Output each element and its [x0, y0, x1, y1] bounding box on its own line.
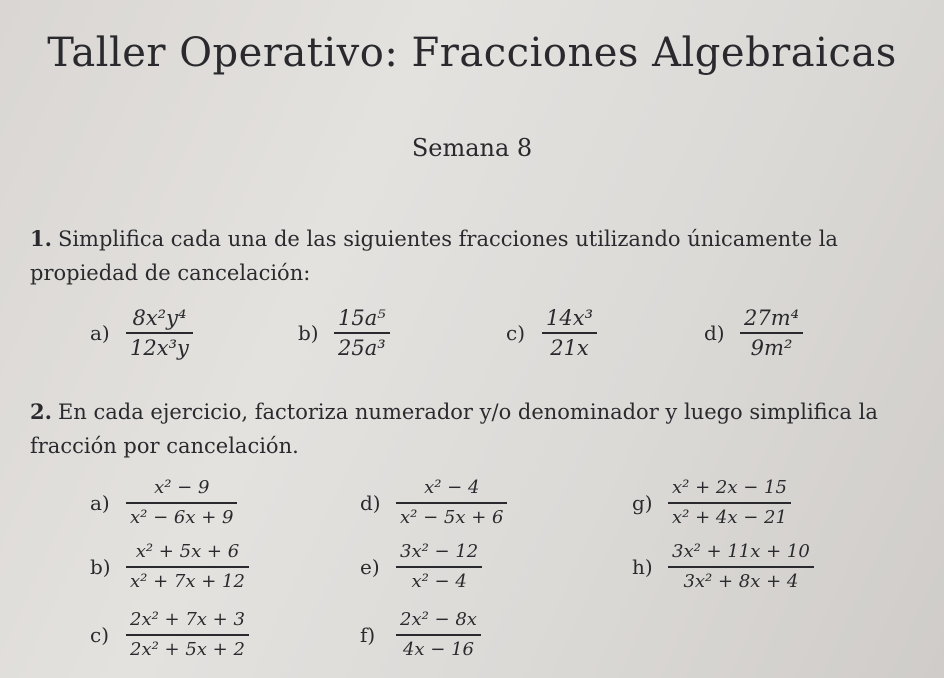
ex1-item-a	[90, 306, 193, 360]
fraction-bar	[396, 634, 481, 636]
fraction	[542, 306, 597, 360]
fraction	[126, 540, 249, 594]
ex2-item-h	[632, 540, 814, 594]
ex2-item-label: a)	[90, 491, 110, 515]
fraction-bar	[334, 332, 390, 334]
exercise-1-number: 1.	[30, 226, 52, 251]
ex1-item-label: b)	[298, 321, 319, 345]
ex1-item-c	[506, 306, 597, 360]
fraction-bar	[396, 566, 482, 568]
denominator: 12x³y	[130, 336, 189, 360]
fraction-bar	[126, 566, 249, 568]
fraction	[396, 540, 482, 594]
ex2-item-e	[360, 540, 482, 594]
denominator: 3x² + 8x + 4	[683, 571, 799, 592]
numerator: 2x² − 8x	[400, 609, 477, 630]
numerator: 3x² + 11x + 10	[672, 541, 810, 562]
numerator: 27m⁴	[744, 306, 800, 330]
exercise-2-number: 2.	[30, 399, 52, 424]
fraction-bar	[542, 332, 597, 334]
ex2-item-label: g)	[632, 491, 653, 515]
fraction-bar	[740, 332, 803, 334]
ex2-item-d	[360, 476, 507, 530]
denominator: 4x − 16	[402, 639, 474, 660]
denominator: x² − 4	[411, 571, 467, 592]
denominator: x² − 6x + 9	[130, 507, 234, 528]
ex2-item-a	[90, 476, 237, 530]
exercise-2-text: En cada ejercicio, factoriza numerador y/o denominador y luego simplifica la fracción por cancelación.	[30, 400, 878, 458]
denominator: 2x² + 5x + 2	[130, 639, 245, 660]
fraction	[668, 540, 814, 594]
ex1-item-label: a)	[90, 321, 110, 345]
fraction	[396, 608, 481, 662]
ex1-item-label: d)	[704, 321, 725, 345]
ex2-item-f	[360, 608, 481, 662]
ex2-item-label: c)	[90, 623, 110, 647]
page-title: Taller Operativo: Fracciones Algebraicas	[47, 30, 897, 76]
exercise-2-instruction	[30, 395, 910, 463]
denominator: x² + 4x − 21	[672, 507, 787, 528]
ex2-item-label: e)	[360, 555, 380, 579]
ex1-item-label: c)	[506, 321, 526, 345]
numerator: 15a⁵	[338, 306, 386, 330]
numerator: 8x²y⁴	[132, 306, 187, 330]
denominator: x² + 7x + 12	[130, 571, 245, 592]
fraction	[126, 476, 237, 530]
ex2-item-label: d)	[360, 491, 381, 515]
numerator: 2x² + 7x + 3	[130, 609, 245, 630]
fraction	[126, 306, 193, 360]
fraction	[126, 608, 249, 662]
fraction	[668, 476, 791, 530]
fraction	[334, 306, 390, 360]
fraction-bar	[668, 566, 814, 568]
numerator: x² − 9	[154, 477, 210, 498]
fraction	[396, 476, 507, 530]
denominator: 9m²	[750, 336, 793, 360]
fraction-bar	[126, 502, 237, 504]
exercise-1-text: Simplifica cada una de las siguientes fracciones utilizando únicamente la propiedad de cancelación:	[30, 227, 838, 285]
ex2-item-b	[90, 540, 249, 594]
ex2-item-label: b)	[90, 555, 111, 579]
denominator: x² − 5x + 6	[400, 507, 504, 528]
numerator: 3x² − 12	[400, 541, 479, 562]
numerator: x² + 2x − 15	[672, 477, 787, 498]
fraction-bar	[126, 634, 249, 636]
ex1-item-b	[298, 306, 390, 360]
ex2-item-label: f)	[360, 623, 376, 647]
exercise-1-instruction	[30, 222, 910, 290]
fraction-bar	[396, 502, 507, 504]
ex2-item-c	[90, 608, 249, 662]
denominator: 21x	[550, 336, 589, 360]
numerator: x² + 5x + 6	[135, 541, 240, 562]
ex1-item-d	[704, 306, 803, 360]
fraction	[740, 306, 803, 360]
fraction-bar	[668, 502, 791, 504]
page-subtitle: Semana 8	[411, 134, 533, 162]
numerator: x² − 4	[424, 477, 480, 498]
numerator: 14x³	[546, 306, 593, 330]
ex2-item-g	[632, 476, 791, 530]
denominator: 25a³	[338, 336, 386, 360]
fraction-bar	[126, 332, 193, 334]
ex2-item-label: h)	[632, 555, 653, 579]
